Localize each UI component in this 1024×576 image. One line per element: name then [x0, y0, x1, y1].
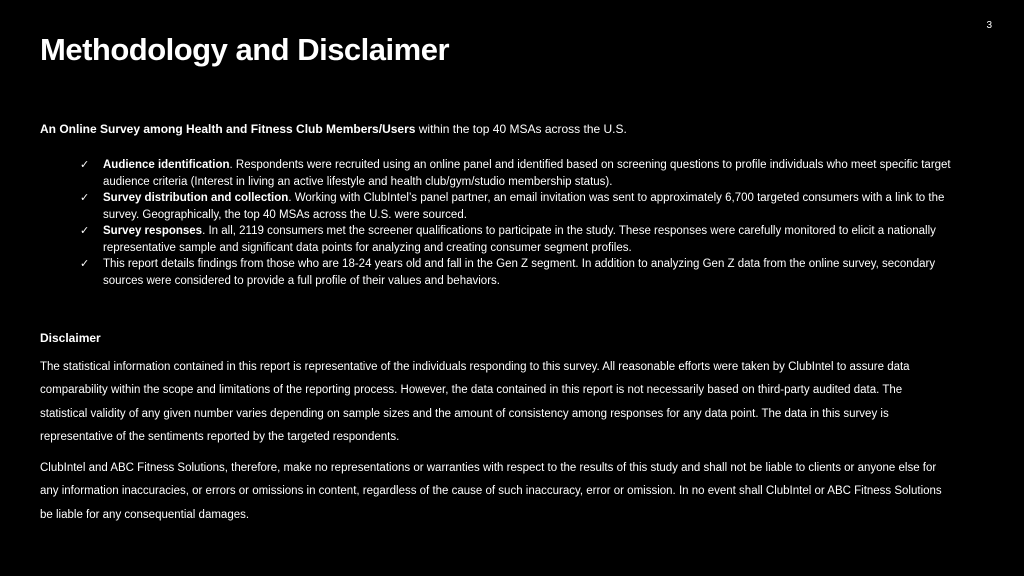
bullet-bold: Audience identification: [103, 159, 230, 171]
disclaimer-paragraph: ClubIntel and ABC Fitness Solutions, therefore, make no representations or warranties with respect to the results of this study and shall not be liable to clients or anyone else for any information inaccuracies, or errors or omissions in content, regardless of the cause of such inaccuracy, error or omission. In no event shall ClubIntel or ABC Fitness Solutions be liable for any consequential damages.: [40, 462, 942, 521]
bullet-body: . In all, 2119 consumers met the screener qualifications to participate in the study. These responses were carefully monitored to elicit a nationally representative sample and significant data points for analyzing and creating consumer segment profiles.: [103, 225, 936, 254]
list-item: [80, 190, 960, 223]
list-item: [80, 157, 960, 190]
list-item: [80, 256, 960, 289]
intro-rest: within the top 40 MSAs across the U.S.: [415, 122, 627, 136]
list-item: [80, 223, 960, 256]
bullet-text: [103, 223, 960, 256]
checkmark-icon: ✓: [80, 159, 90, 171]
checkmark-icon: ✓: [80, 258, 90, 270]
bullet-body: . Respondents were recruited using an online panel and identified based on screening questions to profile individuals who meet specific target audience criteria (Interest in living an active lifestyle and health club/gym/studio membership status).: [103, 159, 951, 188]
intro-bold: An Online Survey among Health and Fitness Club Members/Users: [40, 122, 416, 136]
disclaimer-body: [40, 356, 950, 535]
bullet-text: [103, 190, 960, 223]
page-title: Methodology and Disclaimer: [40, 32, 450, 67]
disclaimer-heading: Disclaimer: [40, 331, 101, 345]
checkmark-icon: ✓: [80, 225, 90, 237]
bullet-bold: Survey responses: [103, 225, 203, 237]
bullet-text: [103, 256, 960, 289]
bullet-body: This report details findings from those who are 18-24 years old and fall in the Gen Z segment. In addition to analyzing Gen Z data from the online survey, secondary sources were considered to provide a full profile of their values and behaviors.: [103, 258, 936, 287]
checkmark-icon: ✓: [80, 192, 90, 204]
bullet-text: [103, 157, 960, 190]
bullet-body: . Working with ClubIntel’s panel partner, an email invitation was sent to approximately 6,700 targeted consumers with a link to the survey. Geographically, the top 40 MSAs across the U.S. were sourced.: [103, 192, 945, 221]
bullet-bold: Survey distribution and collection: [103, 192, 289, 204]
methodology-list: [80, 157, 960, 289]
page-number: 3: [986, 20, 992, 31]
intro-text: [40, 122, 980, 136]
disclaimer-paragraph: The statistical information contained in this report is representative of the individuals responding to this survey. All reasonable efforts were taken by ClubIntel to assure data comparability within the scope and limitations of the reporting process. However, the data contained in this report is not necessarily based on third-party audited data. The statistical validity of any given number varies depending on sample sizes and the amount of consistency among responses for any data point. The data in this survey is representative of the sentiments reported by the targeted respondents.: [40, 361, 910, 443]
